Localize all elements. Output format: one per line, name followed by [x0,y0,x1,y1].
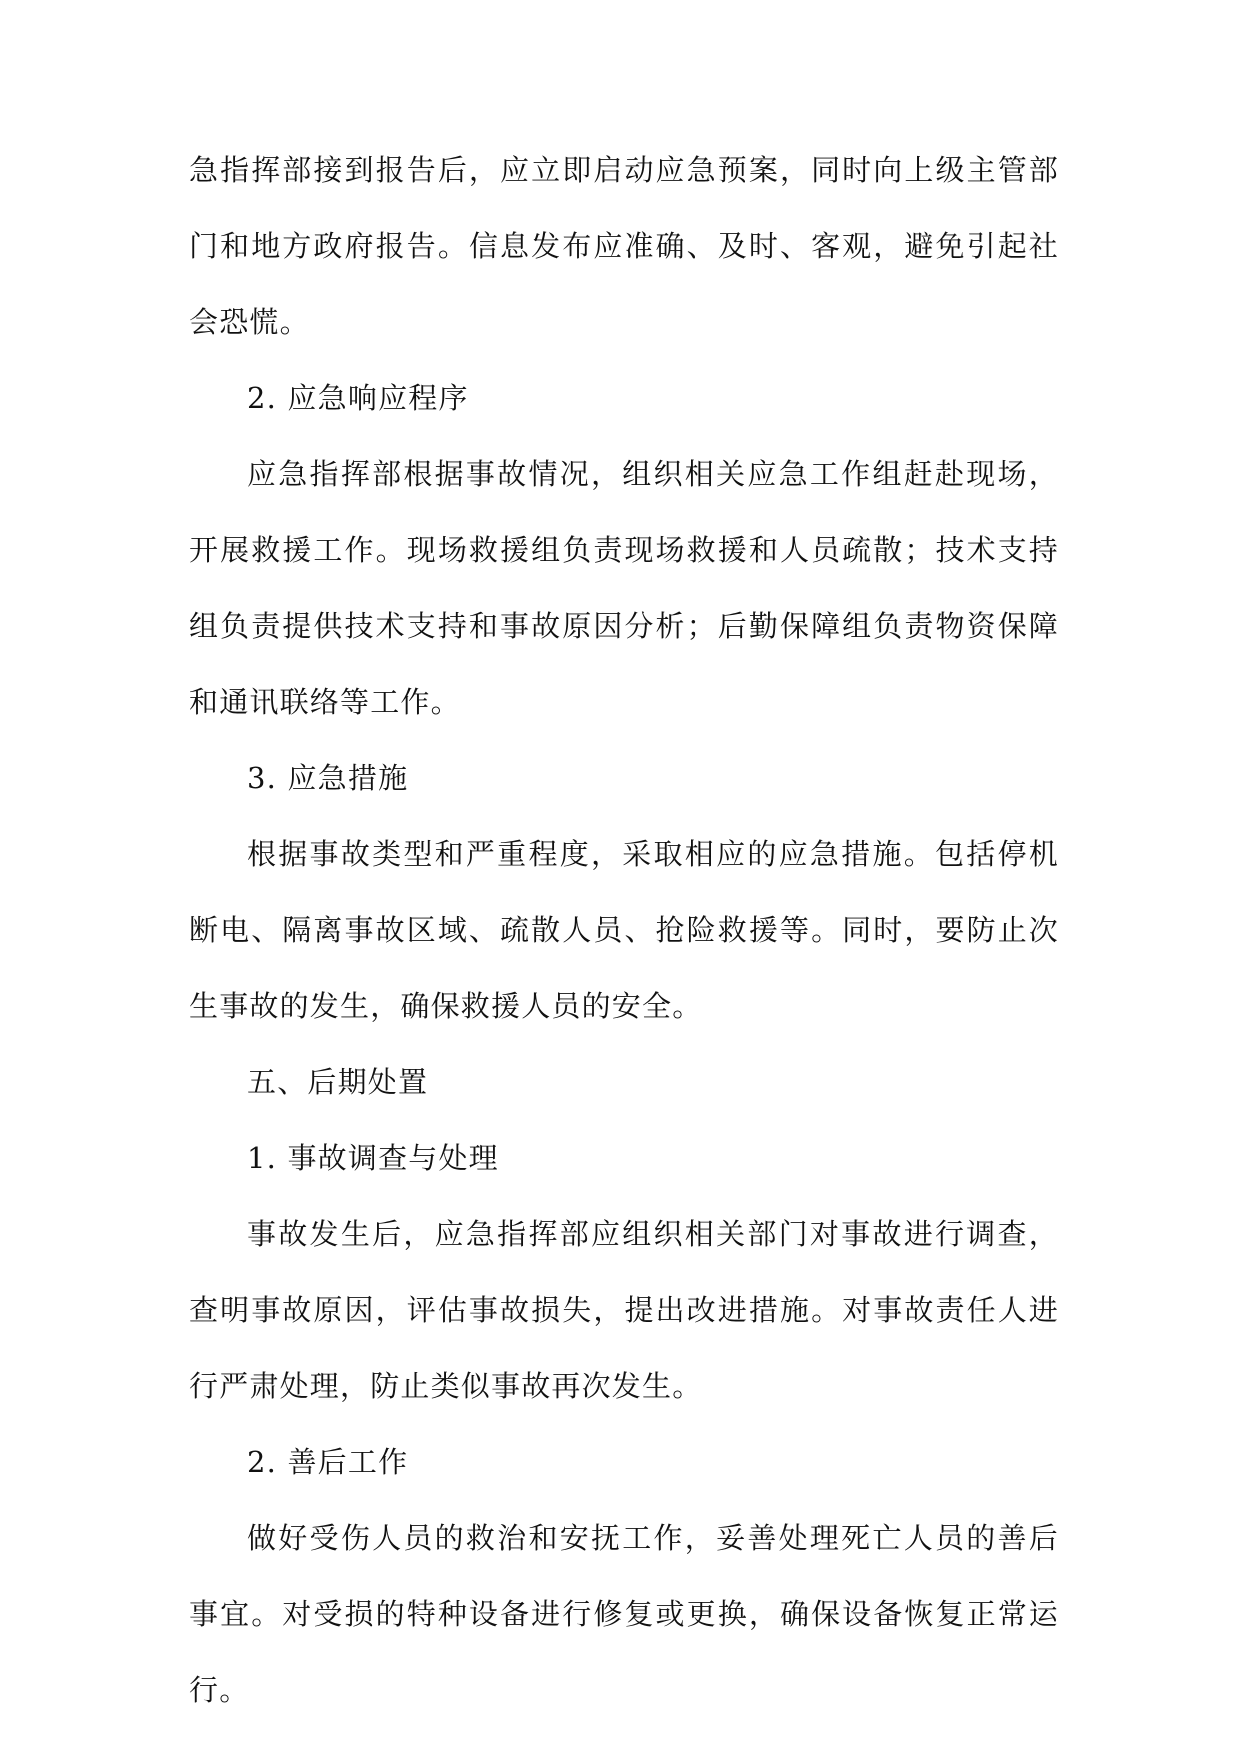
section-heading-accident-investigation: 1. 事故调查与处理 [247,1141,499,1175]
section-heading-emergency-measures: 3. 应急措施 [247,761,409,795]
paragraph-accident-investigation: 事故发生后，应急指挥部应组织相关部门对事故进行调查，查明事故原因，评估事故损失，提出改进措施。对事故责任人进行严肃处理，防止类似事故再次发生。 [189,1217,1059,1403]
section-heading-response-procedure: 2. 应急响应程序 [247,381,469,415]
section-heading-aftercare: 2. 善后工作 [247,1445,409,1479]
paragraph-aftercare: 做好受伤人员的救治和安抚工作，妥善处理死亡人员的善后事宜。对受损的特种设备进行修复或更换，确保设备恢复正常运行。 [189,1521,1059,1707]
chapter-heading-aftermath: 五、后期处置 [247,1065,429,1099]
document-body [189,132,1059,1728]
paragraph-emergency-measures: 根据事故类型和严重程度，采取相应的应急措施。包括停机断电、隔离事故区域、疏散人员、抢险救援等。同时，要防止次生事故的发生，确保救援人员的安全。 [189,837,1059,1023]
paragraph-response-procedure: 应急指挥部根据事故情况，组织相关应急工作组赶赴现场，开展救援工作。现场救援组负责现场救援和人员疏散；技术支持组负责提供技术支持和事故原因分析；后勤保障组负责物资保障和通讯联络等工作。 [189,457,1059,719]
paragraph-continued: 急指挥部接到报告后，应立即启动应急预案，同时向上级主管部门和地方政府报告。信息发布应准确、及时、客观，避免引起社会恐慌。 [189,153,1059,339]
